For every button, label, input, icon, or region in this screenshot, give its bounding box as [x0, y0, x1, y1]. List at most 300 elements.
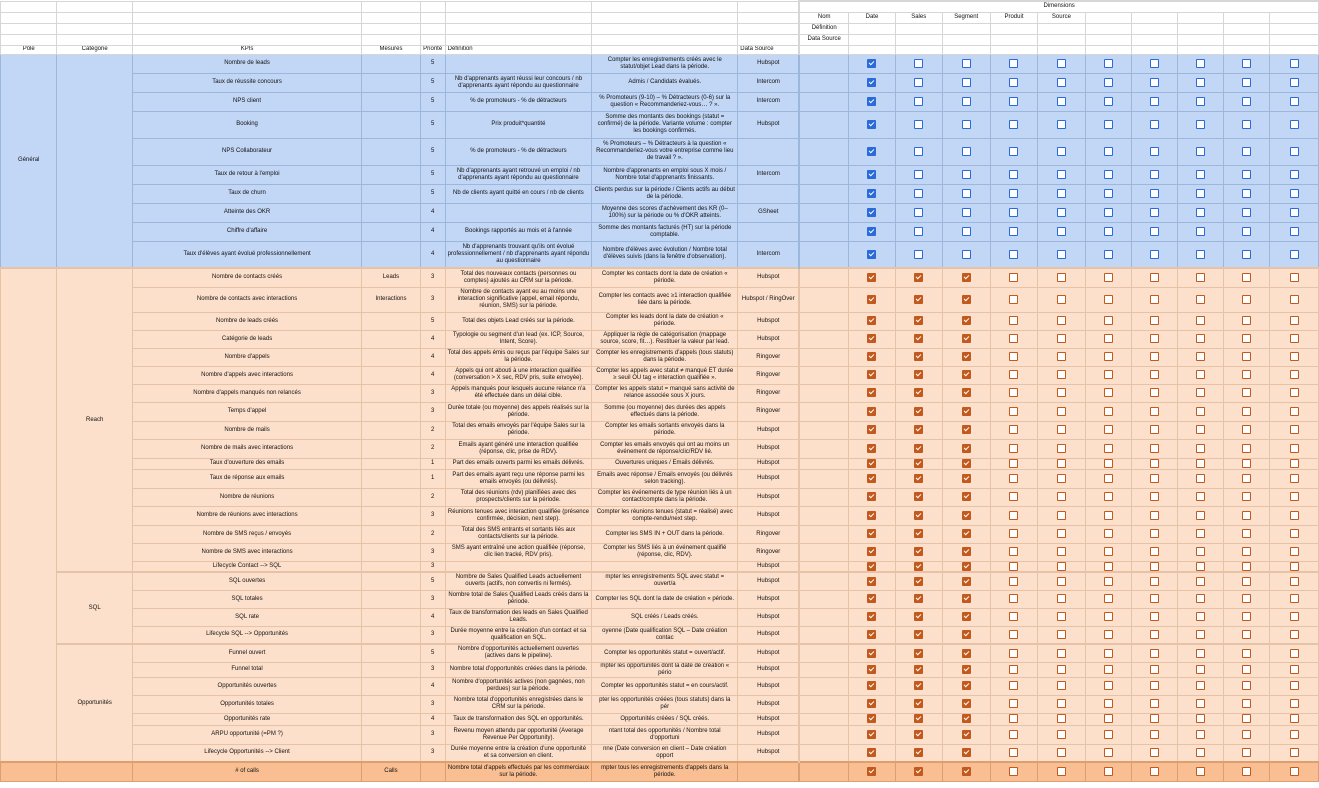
dimension-checkbox-cell[interactable] [1131, 725, 1177, 744]
dimension-checkbox-cell[interactable] [1038, 677, 1085, 695]
checkbox-unchecked-icon[interactable] [1290, 649, 1299, 658]
dimension-checkbox-cell[interactable] [1085, 421, 1131, 439]
kpi-definition[interactable]: Nombre total d'opportunités créées dans la période. [445, 662, 592, 677]
dimension-checkbox-cell[interactable] [942, 330, 990, 348]
checkbox-unchecked-icon[interactable] [1242, 208, 1251, 217]
dimension-checkbox-cell[interactable] [942, 73, 990, 92]
header-blank[interactable] [1, 1, 57, 12]
checkbox-unchecked-icon[interactable] [1290, 547, 1299, 556]
dimension-checkbox-cell[interactable] [1085, 525, 1131, 543]
kpi-data-source[interactable]: Ringover [738, 366, 799, 384]
dimension-checkbox-cell[interactable] [849, 590, 896, 608]
kpi-formula[interactable]: Compter les SQL dont la date de création « période. [592, 590, 738, 608]
kpi-priority[interactable]: 1 [420, 469, 445, 488]
dimension-checkbox-cell[interactable] [849, 73, 896, 92]
checkbox-unchecked-icon[interactable] [1290, 78, 1299, 87]
kpi-mesure[interactable] [362, 695, 421, 713]
checkbox-unchecked-icon[interactable] [1057, 577, 1066, 586]
checkbox-checked-icon[interactable] [867, 407, 876, 416]
checkbox-unchecked-icon[interactable] [1057, 170, 1066, 179]
dimension-checkbox-cell[interactable] [1038, 469, 1085, 488]
checkbox-unchecked-icon[interactable] [1150, 352, 1159, 361]
dimension-checkbox-cell[interactable] [1270, 506, 1319, 525]
dimension-checkbox-cell[interactable] [849, 644, 896, 662]
kpi-name[interactable]: Taux de churn [132, 184, 361, 203]
checkbox-checked-icon[interactable] [867, 208, 876, 217]
kpi-data-source[interactable]: Hubspot [738, 111, 799, 138]
pole-col-header[interactable]: Pôle [1, 45, 57, 54]
kpi-formula[interactable]: Compter les emails sortants envoyés dans la période. [592, 421, 738, 439]
dimension-checkbox-cell[interactable] [1038, 165, 1085, 184]
checkbox-unchecked-icon[interactable] [1009, 474, 1018, 483]
dimension-checkbox-cell[interactable] [1038, 111, 1085, 138]
checkbox-unchecked-icon[interactable] [1009, 227, 1018, 236]
dimension-checkbox-cell[interactable] [895, 458, 942, 469]
checkbox-unchecked-icon[interactable] [1104, 649, 1113, 658]
checkbox-unchecked-icon[interactable] [1009, 444, 1018, 453]
header-blank[interactable] [1177, 45, 1223, 54]
checkbox-checked-icon[interactable] [914, 665, 923, 674]
checkbox-checked-icon[interactable] [914, 459, 923, 468]
kpi-name[interactable]: Nombre de SMS reçus / envoyés [132, 525, 361, 543]
checkbox-unchecked-icon[interactable] [1150, 444, 1159, 453]
kpi-data-source[interactable]: Hubspot [738, 268, 799, 287]
dimension-checkbox-cell[interactable] [1038, 590, 1085, 608]
checkbox-unchecked-icon[interactable] [1150, 594, 1159, 603]
kpi-definition[interactable]: % de promoteurs - % de détracteurs [445, 138, 592, 165]
dimension-checkbox-cell[interactable] [895, 92, 942, 111]
dimension-checkbox-cell[interactable] [1223, 713, 1269, 725]
checkbox-unchecked-icon[interactable] [1009, 295, 1018, 304]
kpi-mesure[interactable] [362, 561, 421, 572]
dimension-nom-cell[interactable] [799, 111, 848, 138]
checkbox-checked-icon[interactable] [962, 630, 971, 639]
dimension-checkbox-cell[interactable] [1223, 402, 1269, 421]
dimension-checkbox-cell[interactable] [849, 762, 896, 781]
checkbox-unchecked-icon[interactable] [1242, 714, 1251, 723]
checkbox-unchecked-icon[interactable] [1290, 767, 1299, 776]
dimension-nom-cell[interactable] [799, 713, 848, 725]
pole-cell[interactable] [1, 762, 57, 781]
dimension-checkbox-cell[interactable] [1131, 421, 1177, 439]
checkbox-unchecked-icon[interactable] [1104, 459, 1113, 468]
dimension-checkbox-cell[interactable] [942, 695, 990, 713]
checkbox-checked-icon[interactable] [914, 612, 923, 621]
dimension-nom-cell[interactable] [799, 458, 848, 469]
checkbox-unchecked-icon[interactable] [1009, 511, 1018, 520]
checkbox-unchecked-icon[interactable] [1290, 170, 1299, 179]
dimension-nom-cell[interactable] [799, 421, 848, 439]
dimension-checkbox-cell[interactable] [849, 287, 896, 312]
dimension-checkbox-cell[interactable] [1085, 138, 1131, 165]
checkbox-checked-icon[interactable] [914, 630, 923, 639]
dimension-checkbox-cell[interactable] [895, 222, 942, 241]
dimension-checkbox-cell[interactable] [1177, 421, 1223, 439]
checkbox-unchecked-icon[interactable] [1196, 714, 1205, 723]
dimension-checkbox-cell[interactable] [942, 561, 990, 572]
dimension-checkbox-cell[interactable] [895, 402, 942, 421]
dimension-checkbox-cell[interactable] [1131, 348, 1177, 366]
dimension-col-header[interactable]: Segment [942, 12, 990, 23]
dimension-checkbox-cell[interactable] [1177, 348, 1223, 366]
checkbox-unchecked-icon[interactable] [1150, 120, 1159, 129]
checkbox-unchecked-icon[interactable] [1009, 665, 1018, 674]
dimension-checkbox-cell[interactable] [1131, 184, 1177, 203]
kpi-definition[interactable]: Nombre total d'opportunités enregistrées dans le CRM sur la période. [445, 695, 592, 713]
kpi-data-source[interactable]: Intercom [738, 241, 799, 268]
checkbox-unchecked-icon[interactable] [1196, 189, 1205, 198]
kpi-name[interactable]: Opportunités totales [132, 695, 361, 713]
kpi-priority[interactable]: 3 [420, 384, 445, 402]
kpi-name[interactable]: NPS client [132, 92, 361, 111]
dimension-checkbox-cell[interactable] [849, 608, 896, 626]
checkbox-unchecked-icon[interactable] [1057, 459, 1066, 468]
checkbox-checked-icon[interactable] [962, 334, 971, 343]
dimension-checkbox-cell[interactable] [895, 384, 942, 402]
kpi-mesure[interactable] [362, 111, 421, 138]
dimension-checkbox-cell[interactable] [849, 561, 896, 572]
dimension-checkbox-cell[interactable] [1038, 287, 1085, 312]
kpi-definition[interactable]: Total des SMS entrants et sortants liés aux contacts/clients sur la période. [445, 525, 592, 543]
kpi-mesure[interactable] [362, 458, 421, 469]
checkbox-unchecked-icon[interactable] [1290, 273, 1299, 282]
checkbox-unchecked-icon[interactable] [1150, 529, 1159, 538]
dimension-checkbox-cell[interactable] [942, 469, 990, 488]
dimension-checkbox-cell[interactable] [1038, 384, 1085, 402]
checkbox-unchecked-icon[interactable] [1150, 547, 1159, 556]
kpi-data-source[interactable]: Ringover [738, 543, 799, 561]
dimension-checkbox-cell[interactable] [849, 725, 896, 744]
dimension-checkbox-cell[interactable] [1038, 695, 1085, 713]
dimension-checkbox-cell[interactable] [895, 662, 942, 677]
dimension-nom-cell[interactable] [799, 725, 848, 744]
kpi-name[interactable]: Nombre d'appels manqués non relancés [132, 384, 361, 402]
dimension-checkbox-cell[interactable] [895, 695, 942, 713]
checkbox-unchecked-icon[interactable] [1057, 227, 1066, 236]
checkbox-unchecked-icon[interactable] [1290, 474, 1299, 483]
checkbox-unchecked-icon[interactable] [1150, 748, 1159, 757]
dimension-checkbox-cell[interactable] [1223, 677, 1269, 695]
header-blank[interactable] [1177, 34, 1223, 45]
kpi-formula[interactable]: Compter les SMS liés à un événement qualifié (réponse, clic, RDV). [592, 543, 738, 561]
kpi-name[interactable]: Funnel total [132, 662, 361, 677]
checkbox-unchecked-icon[interactable] [1009, 748, 1018, 757]
kpi-definition[interactable]: Emails ayant généré une interaction qualifiée (réponse, clic, prise de RDV). [445, 439, 592, 458]
checkbox-unchecked-icon[interactable] [1009, 492, 1018, 501]
dimension-checkbox-cell[interactable] [1131, 222, 1177, 241]
dimension-nom-cell[interactable] [799, 469, 848, 488]
checkbox-unchecked-icon[interactable] [1290, 120, 1299, 129]
checkbox-checked-icon[interactable] [914, 699, 923, 708]
dimension-checkbox-cell[interactable] [942, 713, 990, 725]
dimension-nom-cell[interactable] [799, 92, 848, 111]
dimension-nom-cell[interactable] [799, 695, 848, 713]
checkbox-checked-icon[interactable] [914, 767, 923, 776]
kpi-name[interactable]: Booking [132, 111, 361, 138]
checkbox-unchecked-icon[interactable] [1057, 594, 1066, 603]
dimension-nom-cell[interactable] [799, 506, 848, 525]
checkbox-unchecked-icon[interactable] [1009, 425, 1018, 434]
checkbox-unchecked-icon[interactable] [1009, 459, 1018, 468]
header-blank[interactable] [990, 23, 1037, 34]
kpi-formula[interactable]: Compter les appels avec statut ≠ manqué ET durée ≥ seuil OU tag « interaction qualifiée ». [592, 366, 738, 384]
dimension-checkbox-cell[interactable] [1177, 92, 1223, 111]
dimension-col-header[interactable]: Produit [990, 12, 1037, 23]
header-blank[interactable] [1131, 23, 1177, 34]
checkbox-checked-icon[interactable] [962, 730, 971, 739]
kpi-definition[interactable]: Total des objets Lead créés sur la période. [445, 312, 592, 330]
dimension-checkbox-cell[interactable] [1270, 725, 1319, 744]
kpi-mesure[interactable] [362, 543, 421, 561]
dimension-checkbox-cell[interactable] [1085, 330, 1131, 348]
dimension-checkbox-cell[interactable] [990, 366, 1037, 384]
dimension-checkbox-cell[interactable] [1085, 677, 1131, 695]
checkbox-unchecked-icon[interactable] [1196, 612, 1205, 621]
checkbox-checked-icon[interactable] [867, 147, 876, 156]
dimension-checkbox-cell[interactable] [1177, 222, 1223, 241]
checkbox-unchecked-icon[interactable] [1196, 250, 1205, 259]
checkbox-checked-icon[interactable] [962, 407, 971, 416]
checkbox-unchecked-icon[interactable] [1150, 612, 1159, 621]
dimension-checkbox-cell[interactable] [942, 348, 990, 366]
checkbox-unchecked-icon[interactable] [1196, 562, 1205, 571]
dimension-checkbox-cell[interactable] [990, 348, 1037, 366]
header-blank[interactable] [592, 12, 738, 23]
header-blank[interactable] [362, 12, 421, 23]
dimension-nom-cell[interactable] [799, 54, 848, 73]
kpi-definition[interactable]: Appels manqués pour lesquels aucune relance n'a été effectuée dans un délai cible. [445, 384, 592, 402]
checkbox-unchecked-icon[interactable] [1150, 295, 1159, 304]
dimension-checkbox-cell[interactable] [1223, 543, 1269, 561]
checkbox-unchecked-icon[interactable] [1009, 547, 1018, 556]
checkbox-unchecked-icon[interactable] [1150, 147, 1159, 156]
category-cell[interactable]: Opportunités [57, 644, 133, 762]
checkbox-unchecked-icon[interactable] [1196, 511, 1205, 520]
dimension-checkbox-cell[interactable] [1131, 138, 1177, 165]
checkbox-unchecked-icon[interactable] [1290, 227, 1299, 236]
kpi-priority[interactable]: 4 [420, 366, 445, 384]
kpi-formula[interactable]: Clients perdus sur la période / Clients actifs au début de la période. [592, 184, 738, 203]
dimension-checkbox-cell[interactable] [1177, 744, 1223, 762]
kpis-col-header[interactable]: KPIs [132, 45, 361, 54]
header-blank[interactable] [1223, 34, 1269, 45]
header-blank[interactable] [1131, 34, 1177, 45]
dimension-checkbox-cell[interactable] [1085, 488, 1131, 506]
checkbox-unchecked-icon[interactable] [1290, 577, 1299, 586]
checkbox-unchecked-icon[interactable] [1196, 227, 1205, 236]
dimension-nom-cell[interactable] [799, 402, 848, 421]
checkbox-unchecked-icon[interactable] [1104, 425, 1113, 434]
dimension-checkbox-cell[interactable] [942, 384, 990, 402]
checkbox-unchecked-icon[interactable] [962, 170, 971, 179]
kpi-mesure[interactable] [362, 402, 421, 421]
kpi-name[interactable]: NPS Collaborateur [132, 138, 361, 165]
kpi-definition[interactable]: Total des appels émis ou reçus par l'équipe Sales sur la période. [445, 348, 592, 366]
checkbox-unchecked-icon[interactable] [1009, 649, 1018, 658]
kpi-data-source[interactable]: Intercom [738, 73, 799, 92]
checkbox-unchecked-icon[interactable] [1242, 767, 1251, 776]
kpi-priority[interactable]: 3 [420, 561, 445, 572]
kpi-mesure[interactable] [362, 54, 421, 73]
category-col-header[interactable]: Catégorie [57, 45, 133, 54]
dimension-checkbox-cell[interactable] [942, 111, 990, 138]
data-source-col-header[interactable]: Data Source [738, 45, 799, 54]
checkbox-unchecked-icon[interactable] [1057, 612, 1066, 621]
checkbox-unchecked-icon[interactable] [1009, 714, 1018, 723]
dimension-checkbox-cell[interactable] [849, 366, 896, 384]
kpi-priority[interactable]: 4 [420, 713, 445, 725]
dimension-checkbox-cell[interactable] [1038, 506, 1085, 525]
kpi-formula[interactable]: Appliquer la règle de catégorisation (mappage source, score, fit…). Restituer la valeur par lead. [592, 330, 738, 348]
checkbox-unchecked-icon[interactable] [1009, 250, 1018, 259]
kpi-definition[interactable]: Nombre d'opportunités actuellement ouvertes (actives dans le pipeline). [445, 644, 592, 662]
checkbox-checked-icon[interactable] [914, 748, 923, 757]
dimension-checkbox-cell[interactable] [1270, 402, 1319, 421]
checkbox-unchecked-icon[interactable] [1290, 730, 1299, 739]
dimension-nom-cell[interactable] [799, 561, 848, 572]
checkbox-checked-icon[interactable] [962, 681, 971, 690]
checkbox-checked-icon[interactable] [914, 492, 923, 501]
kpi-mesure[interactable] [362, 92, 421, 111]
checkbox-checked-icon[interactable] [867, 59, 876, 68]
dimension-checkbox-cell[interactable] [942, 54, 990, 73]
kpi-data-source[interactable]: Hubspot [738, 439, 799, 458]
kpi-definition[interactable]: Nombre de contacts ayant eu au moins une interaction significative (appel, email répondu, réunion, SMS) sur la période. [445, 287, 592, 312]
checkbox-unchecked-icon[interactable] [1104, 630, 1113, 639]
checkbox-unchecked-icon[interactable] [1150, 630, 1159, 639]
kpi-priority[interactable]: 4 [420, 677, 445, 695]
kpi-name[interactable]: SQL rate [132, 608, 361, 626]
dimension-nom-cell[interactable] [799, 287, 848, 312]
dimension-checkbox-cell[interactable] [895, 366, 942, 384]
checkbox-unchecked-icon[interactable] [962, 250, 971, 259]
dimension-checkbox-cell[interactable] [895, 525, 942, 543]
checkbox-unchecked-icon[interactable] [1196, 547, 1205, 556]
dimension-checkbox-cell[interactable] [1085, 111, 1131, 138]
dimension-checkbox-cell[interactable] [1270, 662, 1319, 677]
checkbox-unchecked-icon[interactable] [1196, 665, 1205, 674]
checkbox-unchecked-icon[interactable] [1196, 474, 1205, 483]
dimension-checkbox-cell[interactable] [1177, 762, 1223, 781]
dimension-checkbox-cell[interactable] [1270, 421, 1319, 439]
kpi-formula[interactable]: Nombre d'apprenants en emploi sous X mois / Nombre total d'apprenants finissants. [592, 165, 738, 184]
dimension-checkbox-cell[interactable] [990, 626, 1037, 644]
dimension-checkbox-cell[interactable] [990, 525, 1037, 543]
kpi-definition[interactable]: Nombre total d'appels effectués par les commerciaux sur la période. [445, 762, 592, 781]
dimension-nom-cell[interactable] [799, 762, 848, 781]
checkbox-unchecked-icon[interactable] [1104, 767, 1113, 776]
kpi-mesure[interactable] [362, 138, 421, 165]
dimension-checkbox-cell[interactable] [1270, 488, 1319, 506]
checkbox-unchecked-icon[interactable] [1196, 208, 1205, 217]
checkbox-unchecked-icon[interactable] [1196, 370, 1205, 379]
checkbox-unchecked-icon[interactable] [1290, 316, 1299, 325]
kpi-name[interactable]: Opportunités rate [132, 713, 361, 725]
kpi-mesure[interactable] [362, 421, 421, 439]
checkbox-unchecked-icon[interactable] [1242, 78, 1251, 87]
checkbox-unchecked-icon[interactable] [1242, 295, 1251, 304]
checkbox-checked-icon[interactable] [962, 459, 971, 468]
checkbox-unchecked-icon[interactable] [1196, 59, 1205, 68]
blank[interactable] [592, 45, 738, 54]
dimension-checkbox-cell[interactable] [1131, 608, 1177, 626]
kpi-definition[interactable]: Durée moyenne entre la création d'un contact et sa qualification en SQL. [445, 626, 592, 644]
checkbox-unchecked-icon[interactable] [1057, 730, 1066, 739]
checkbox-checked-icon[interactable] [867, 316, 876, 325]
dimension-checkbox-cell[interactable] [1177, 330, 1223, 348]
kpi-formula[interactable]: Compter les contacts avec ≥1 interaction qualifiée liée dans la période. [592, 287, 738, 312]
dimension-checkbox-cell[interactable] [990, 165, 1037, 184]
dimension-nom-cell[interactable] [799, 165, 848, 184]
header-blank[interactable] [420, 34, 445, 45]
checkbox-checked-icon[interactable] [914, 511, 923, 520]
dimension-nom-cell[interactable] [799, 203, 848, 222]
kpi-definition[interactable]: Part des emails ayant reçu une réponse parmi les emails envoyés (ou délivrés). [445, 469, 592, 488]
kpi-mesure[interactable] [362, 469, 421, 488]
dimension-nom-cell[interactable] [799, 384, 848, 402]
kpi-definition[interactable]: % de promoteurs - % de détracteurs [445, 92, 592, 111]
dimension-checkbox-cell[interactable] [849, 469, 896, 488]
checkbox-unchecked-icon[interactable] [1150, 714, 1159, 723]
checkbox-unchecked-icon[interactable] [1057, 649, 1066, 658]
checkbox-unchecked-icon[interactable] [1104, 189, 1113, 198]
dimension-checkbox-cell[interactable] [1223, 330, 1269, 348]
kpi-definition[interactable] [445, 561, 592, 572]
kpi-name[interactable]: Nombre d'appels [132, 348, 361, 366]
kpi-definition[interactable] [445, 203, 592, 222]
dimension-checkbox-cell[interactable] [1270, 348, 1319, 366]
dimension-checkbox-cell[interactable] [1223, 725, 1269, 744]
kpi-data-source[interactable]: Hubspot [738, 421, 799, 439]
kpi-mesure[interactable] [362, 330, 421, 348]
checkbox-unchecked-icon[interactable] [1196, 352, 1205, 361]
header-blank[interactable] [592, 23, 738, 34]
kpi-name[interactable]: SQL ouvertes [132, 572, 361, 590]
checkbox-checked-icon[interactable] [867, 562, 876, 571]
kpi-formula[interactable]: Compter les opportunités statut = en cours/actif. [592, 677, 738, 695]
dimension-checkbox-cell[interactable] [895, 572, 942, 590]
header-blank[interactable] [942, 45, 990, 54]
dimension-nom-cell[interactable] [799, 488, 848, 506]
kpi-formula[interactable]: mpter les opportunités dont la date de création « pério [592, 662, 738, 677]
checkbox-checked-icon[interactable] [867, 120, 876, 129]
kpi-formula[interactable]: mpter les enregistrements SQL avec statut = ouvert/a [592, 572, 738, 590]
kpi-name[interactable]: ARPU opportunité (=PM ?) [132, 725, 361, 744]
dimension-checkbox-cell[interactable] [942, 725, 990, 744]
dimension-checkbox-cell[interactable] [1177, 366, 1223, 384]
checkbox-unchecked-icon[interactable] [1196, 273, 1205, 282]
dimension-checkbox-cell[interactable] [1085, 184, 1131, 203]
dimension-checkbox-cell[interactable] [1270, 203, 1319, 222]
dimension-checkbox-cell[interactable] [849, 54, 896, 73]
dimension-checkbox-cell[interactable] [1038, 543, 1085, 561]
dimension-checkbox-cell[interactable] [1177, 111, 1223, 138]
dimension-checkbox-cell[interactable] [1223, 92, 1269, 111]
checkbox-unchecked-icon[interactable] [914, 250, 923, 259]
checkbox-unchecked-icon[interactable] [1196, 577, 1205, 586]
checkbox-unchecked-icon[interactable] [1057, 78, 1066, 87]
checkbox-checked-icon[interactable] [867, 630, 876, 639]
header-blank[interactable] [1131, 45, 1177, 54]
kpi-data-source[interactable]: Hubspot / RingOver [738, 287, 799, 312]
kpi-mesure[interactable] [362, 525, 421, 543]
checkbox-unchecked-icon[interactable] [1104, 352, 1113, 361]
header-blank[interactable] [57, 23, 133, 34]
dimension-checkbox-cell[interactable] [990, 572, 1037, 590]
kpi-data-source[interactable] [738, 222, 799, 241]
checkbox-unchecked-icon[interactable] [1057, 444, 1066, 453]
checkbox-unchecked-icon[interactable] [1104, 97, 1113, 106]
